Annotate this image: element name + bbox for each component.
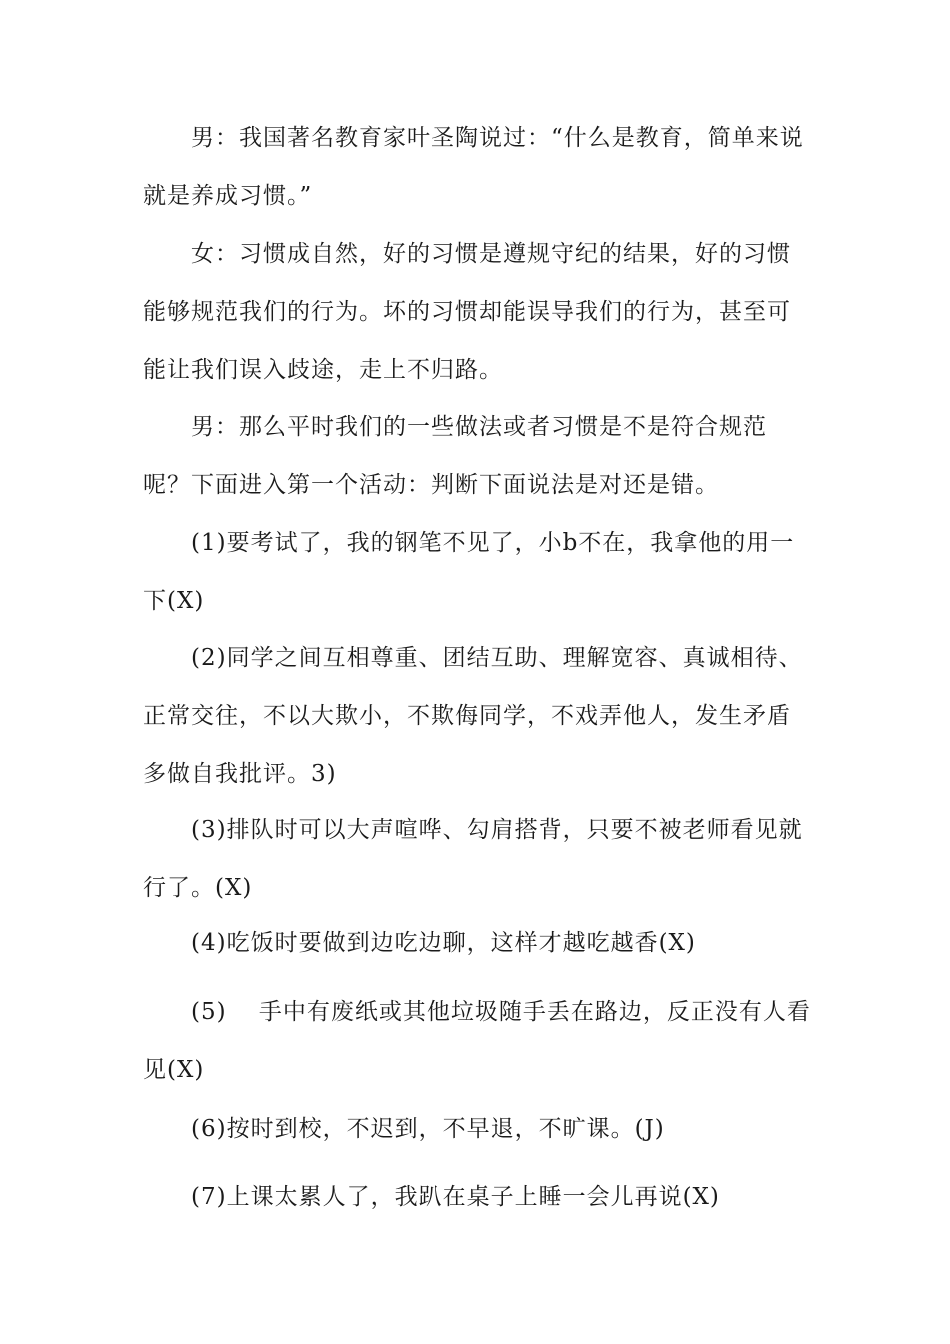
list-item-1: (1)要考试了，我的钢笔不见了，小b不在，我拿他的用一下(X) [143, 530, 795, 614]
paragraph-activity-intro: 男：那么平时我们的一些做法或者习惯是不是符合规范呢？下面进入第一个活动：判断下面说法是对还是错。 [143, 414, 767, 498]
paragraph-intro-male: 男：我国著名教育家叶圣陶说过：“什么是教育，简单来说就是养成习惯。” [143, 125, 804, 209]
list-item-7: (7)上课太累人了，我趴在桌子上睡一会儿再说(X) [191, 1184, 720, 1210]
list-item-2: (2)同学之间互相尊重、团结互助、理解宽容、真诚相待、正常交往，不以大欺小，不欺侮同学，不戏弄他人，发生矛盾多做自我批评。3) [143, 645, 803, 787]
list-item-6: (6)按时到校，不迟到，不早退，不旷课。(J) [191, 1116, 665, 1142]
list-item-4: (4)吃饭时要做到边吃边聊，这样才越吃越香(X) [191, 930, 696, 956]
paragraph-intro-female: 女：习惯成自然，好的习惯是遵规守纪的结果，好的习惯能够规范我们的行为。坏的习惯却能误导我们的行为，甚至可能让我们误入歧途，走上不归路。 [143, 241, 791, 383]
list-item-5: (5) 手中有废纸或其他垃圾随手丢在路边，反正没有人看见(X) [143, 999, 811, 1083]
list-item-3: (3)排队时可以大声喧哗、勾肩搭背，只要不被老师看见就行了。(X) [143, 817, 803, 901]
